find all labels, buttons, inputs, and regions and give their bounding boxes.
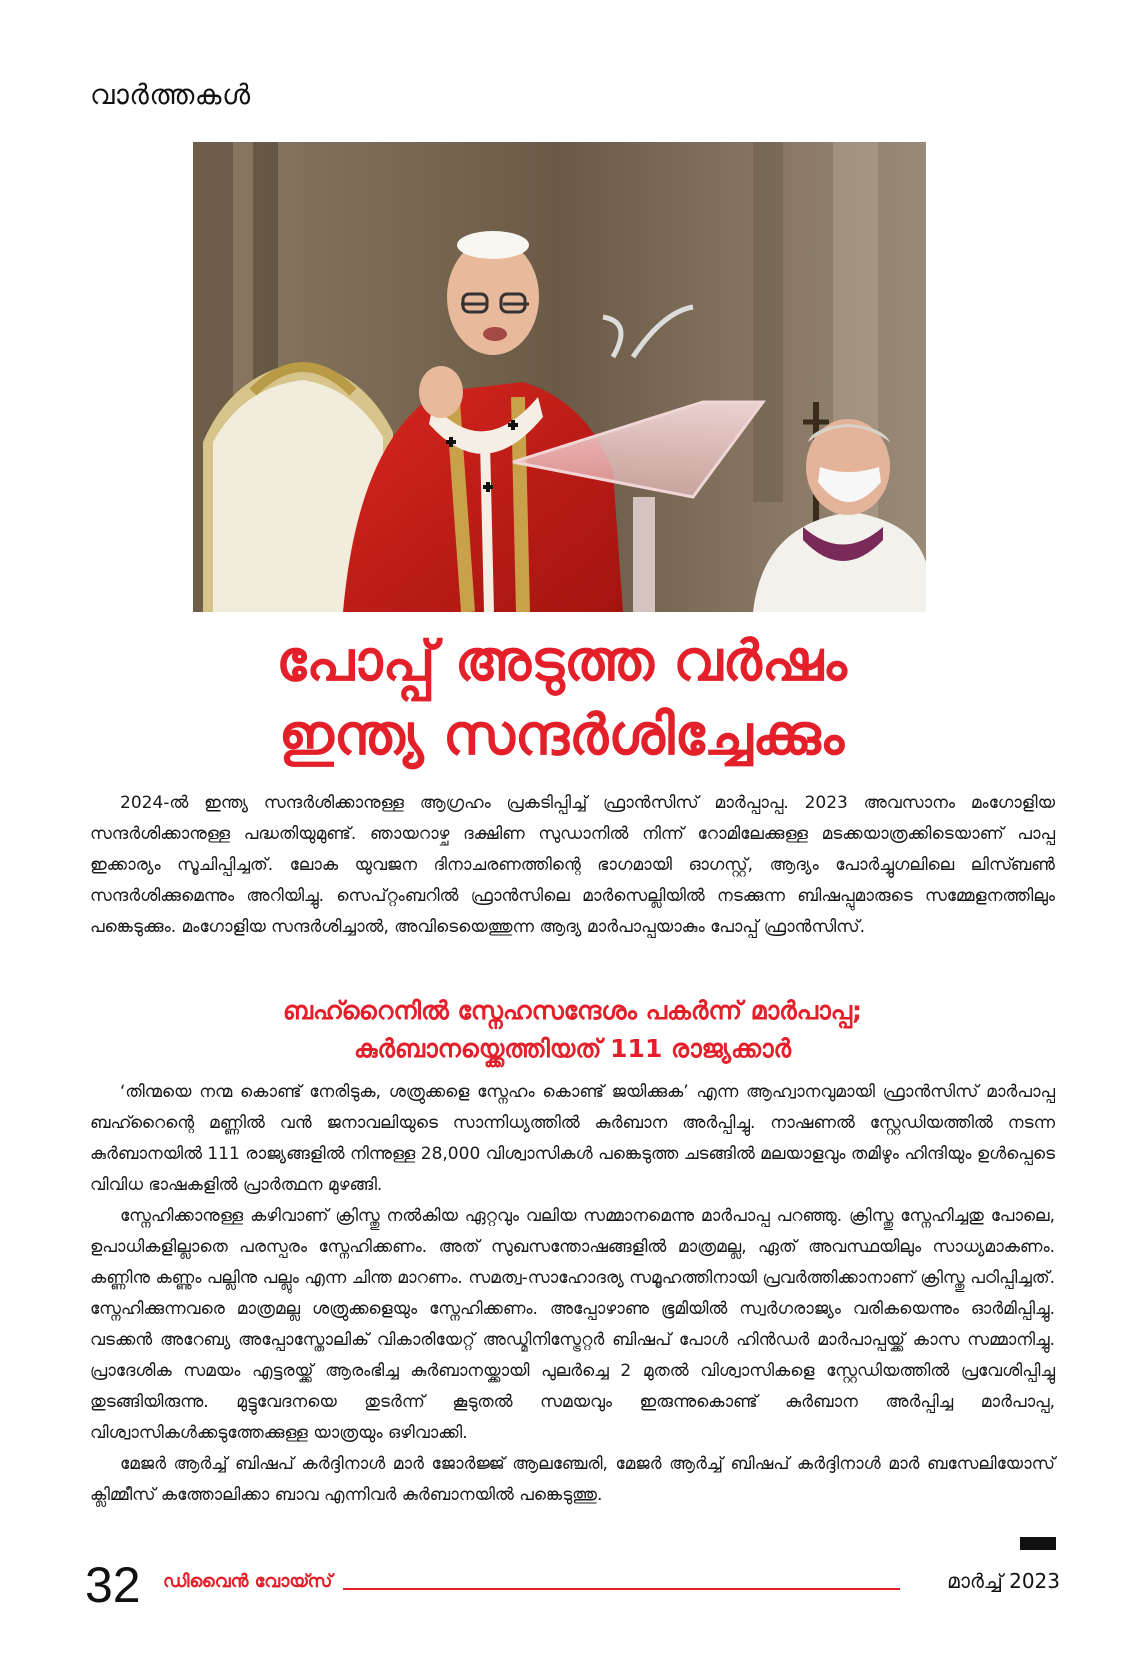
section-label: വാർത്തകൾ: [90, 78, 251, 111]
article-paragraph: 2024-ൽ ഇന്ത്യ സന്ദർശിക്കാനുള്ള ആഗ്രഹം പ്രകടിപ്പിച്ച് ഫ്രാൻസിസ് മാർപ്പാപ്പ. 2023 അവസാനം മംഗോളിയ സന്ദർശിക്കാനുള്ള പദ്ധതിയുമുണ്ട്. ഞായറാഴ്ച ദക്ഷിണ സുഡാനിൽ നിന്ന് റോമിലേക്കുള്ള മടക്കയാത്രക്കിടെയാണ് പാപ്പ ഇക്കാര്യം സൂചിപ്പിച്ചത്. ലോക യുവജന ദിനാചരണത്തിന്റെ ഭാഗമായി ഓഗസ്റ്റ്, ആദ്യം പോർച്ചുഗലിലെ ലിസ്ബൺ സന്ദർശിക്കുമെന്നും അറിയിച്ചു. സെപ്റ്റംബറിൽ ഫ്രാൻസിലെ മാർസെല്ലിയിൽ നടക്കുന്ന ബിഷപ്പുമാരുടെ സമ്മേളനത്തിലും പങ്കെടുക്കും. മംഗോളിയ സന്ദർശിച്ചാൽ, അവിടെയെത്തുന്ന ആദ്യ മാർപാപ്പയാകും പോപ്പ് ഫ്രാൻസിസ്.: [90, 793, 1055, 937]
headline: [100, 625, 1023, 773]
subheadline-line-2: കുർബാനയ്ക്കെത്തിയത് 111 രാജ്യക്കാർ: [353, 1034, 792, 1063]
issue-date: മാർച്ച് 2023: [947, 1569, 1060, 1593]
page-footer: [85, 1557, 1060, 1617]
article-paragraph: സ്നേഹിക്കാനുള്ള കഴിവാണ് ക്രിസ്തു നൽകിയ ഏറ്റവും വലിയ സമ്മാനമെന്നു മാർപാപ്പ പറഞ്ഞു. ക്രിസ്തു സ്നേഹിച്ചതു പോലെ, ഉപാധികളില്ലാതെ പരസ്പരം സ്നേഹിക്കണം. അത് സുഖസന്തോഷങ്ങളിൽ മാത്രമല്ല, ഏത് അവസ്ഥയിലും സാധ്യമാകണം. കണ്ണിനു കണ്ണും പല്ലിനു പല്ലും എന്ന ചിന്ത മാറണം. സമത്വ-സാഹോദര്യ സമൂഹത്തിനായി പ്രവർത്തിക്കാനാണ് ക്രിസ്തു പഠിപ്പിച്ചത്. സ്നേഹിക്കുന്നവരെ മാത്രമല്ല ശത്രുക്കളെയും സ്നേഹിക്കണം. അപ്പോഴാണു ഭൂമിയിൽ സ്വർഗരാജ്യം വരികയെന്നും ഓർമിപ്പിച്ചു. വടക്കൻ അറേബ്യ അപ്പോസ്തോലിക് വികാരിയേറ്റ് അഡ്മിനിസ്ട്രേറ്റർ ബിഷപ് പോൾ ഹിൻഡർ മാർപാപ്പയ്ക്ക് കാസ സമ്മാനിച്ചു. പ്രാദേശിക സമയം എട്ടരയ്ക്ക് ആരംഭിച്ച കുർബാനയ്ക്കായി പുലർച്ചെ 2 മുതൽ വിശ്വാസികളെ സ്റ്റേഡിയത്തിൽ പ്രവേശിപ്പിച്ചു തുടങ്ങിയിരുന്നു. മുട്ടുവേദനയെ തുടർന്ന് കൂടുതൽ സമയവും ഇരുന്നുകൊണ്ട് കുർബാന അർപ്പിച്ച മാർപാപ്പ, വിശ്വാസികൾക്കടുത്തേക്കുള്ള യാത്രയും ഒഴിവാക്കി.: [90, 1206, 1055, 1443]
footer-divider: [343, 1588, 900, 1590]
headline-line-1: പോപ്പ് അടുത്ത വർഷം: [276, 629, 847, 694]
article-body-1: [90, 788, 1055, 943]
page-number: 32: [85, 1557, 141, 1613]
magazine-name: ഡിവൈൻ വോയ്സ്: [163, 1571, 333, 1592]
pope-at-lectern-photo: [193, 142, 926, 612]
subheadline: [90, 992, 1055, 1068]
article-end-mark: [1020, 1537, 1056, 1550]
article-paragraph: ‘തിന്മയെ നന്മ കൊണ്ട് നേരിടുക, ശത്രുക്കളെ സ്നേഹം കൊണ്ട് ജയിക്കുക’ എന്ന ആഹ്വാനവുമായി ഫ്രാൻസിസ് മാർപാപ്പ ബഹ്റൈന്റെ മണ്ണിൽ വൻ ജനാവലിയുടെ സാന്നിധ്യത്തിൽ കുർബാന അർപ്പിച്ചു. നാഷണൽ സ്റ്റേഡിയത്തിൽ നടന്ന കുർബാനയിൽ 111 രാജ്യങ്ങളിൽ നിന്നുള്ള 28,000 വിശ്വാസികൾ പങ്കെടുത്ത ചടങ്ങിൽ മലയാളവും തമിഴും ഹിന്ദിയും ഉൾപ്പെടെ വിവിധ ഭാഷകളിൽ പ്രാർത്ഥന മുഴങ്ങി.: [90, 1082, 1055, 1195]
article-paragraph: മേജർ ആർച്ച് ബിഷപ് കർദ്ദിനാൾ മാർ ജോർജ്ജ് ആലഞ്ചേരി, മേജർ ആർച്ച് ബിഷപ് കർദ്ദിനാൾ മാർ ബസേലിയോസ് ക്ലിമ്മീസ് കത്തോലിക്കാ ബാവ എന്നിവർ കുർബാനയിൽ പങ്കെടുത്തു.: [90, 1454, 1055, 1505]
headline-line-2: ഇന്ത്യ സന്ദർശിച്ചേക്കും: [278, 703, 845, 768]
article-body-2: [90, 1077, 1055, 1511]
subheadline-line-1: ബഹ്റൈനിൽ സ്നേഹസന്ദേശം പകർന്ന് മാർപാപ്പ;: [282, 996, 863, 1025]
